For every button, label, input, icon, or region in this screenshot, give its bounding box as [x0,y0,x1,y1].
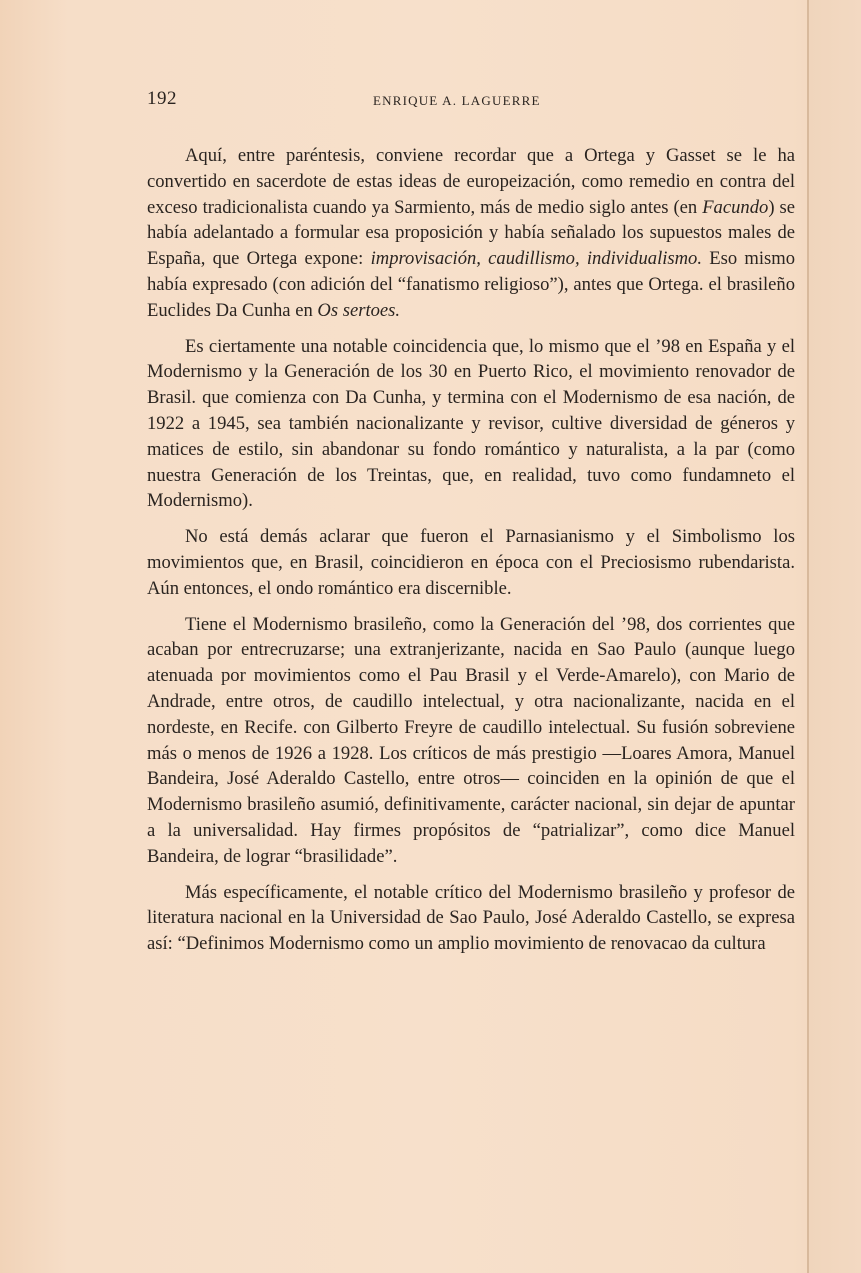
paragraph-4: Tiene el Modernismo brasileño, como la Generación del ’98, dos corrientes que acaban por entrecruzarse; una extranjerizante, nacida en Sao Paulo (aunque luego atenuada por movimientos como el Pau Brasil y el Verde-Amarelo), con Mario de Andrade, entre otros, de caudillo intelectual, y otra nacionalizante, nacida en el nordeste, en Recife. con Gilberto Freyre de caudillo intelectual. Su fusión sobreviene más o menos de 1926 a 1928. Los críticos de más prestigio —Loares Amora, Manuel Bandeira, José Aderaldo Castello, entre otros— coinciden en la opinión de que el Modernismo brasileño asumió, definitivamente, carácter nacional, sin dejar de apuntar a la universalidad. Hay firmes propósitos de “patrializar”, como dice Manuel Bandeira, de lograr “brasilidade”. [147,613,795,867]
body-text [147,143,795,967]
paragraph-3: No está demás aclarar que fueron el Parnasianismo y el Simbolismo los movimientos que, en Brasil, coincidieron en época con el Preciosismo rubendarista. Aún entonces, el ondo romántico era discernible. [147,526,795,599]
page-number: 192 [147,88,177,109]
paragraph-1-text-c: Eso mismo había expresado (con adición del “fanatismo religioso”), antes que Ortega. el brasileño Euclides Da Cunha en [147,248,796,321]
title-facundo: Facundo [702,196,769,218]
paragraph-5: Más específicamente, el notable crítico del Modernismo brasileño y profesor de literatura nacional en la Universidad de Sao Paulo, José Aderaldo Castello, se expresa así: “Definimos Modernismo como un amplio movimiento de renovacao da cultura [147,881,795,955]
paragraph-2: Es ciertamente una notable coincidencia que, lo mismo que el ’98 en España y el Modernismo y la Generación de los 30 en Puerto Rico, el movimiento renovador de Brasil. que comienza con Da Cunha, y termina con el Modernismo de esa nación, de 1922 a 1945, sea también nacionalizante y revisor, cultive diversidad de géneros y matices de estilo, sin abandonar su fondo romántico y naturalista, a la par (como nuestra Generación de los Treintas, que, en realidad, tuvo como fundamneto el Modernismo). [147,335,795,512]
paragraph-1 [147,143,795,324]
page-header [147,88,795,114]
paragraph-1-text-a: Aquí, entre paréntesis, conviene recordar que a Ortega y Gasset se le ha convertido en sacerdote de estas ideas de europeización, como remedio en contra del exceso tradicionalista cuando ya Sarmiento, más de medio siglo antes (en [147,145,795,218]
italic-terms: improvisación, caudillismo, individualismo. [370,248,703,270]
title-os-sertoes: Os sertoes. [317,299,401,321]
paragraph-1-text-b: ) se había adelantado a formular esa proposición y había señalado los supuestos males de España, que Ortega expone: [147,196,795,270]
page-edge-shadow [809,0,861,1273]
running-head: ENRIQUE A. LAGUERRE [373,93,541,108]
page-edge-line [807,0,809,1273]
